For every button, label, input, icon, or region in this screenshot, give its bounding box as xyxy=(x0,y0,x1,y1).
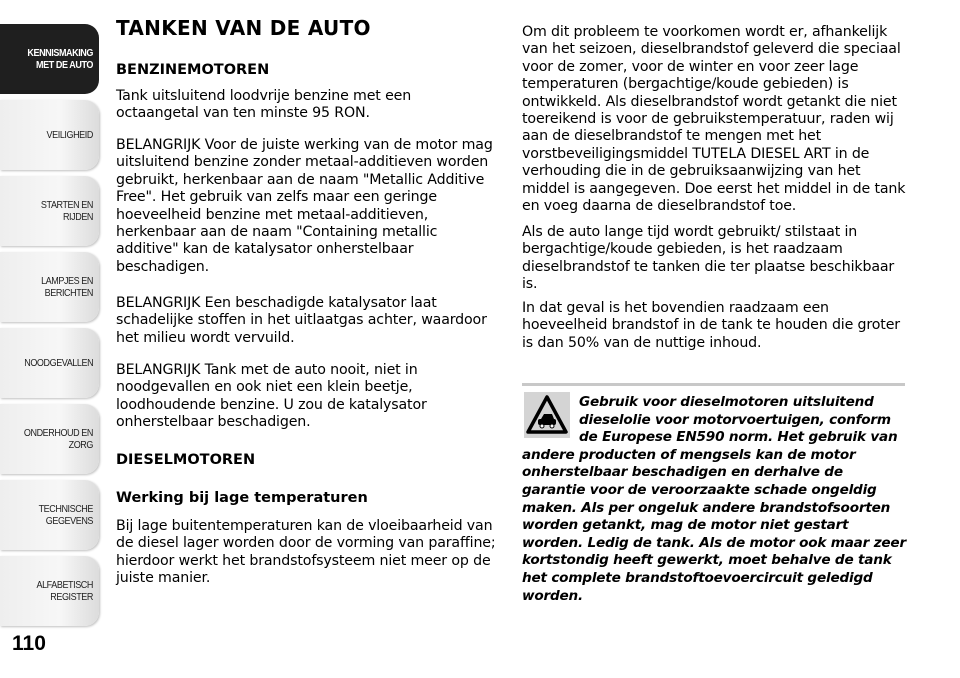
tab-label: VEILIGHEID xyxy=(46,129,93,141)
diesel-paragraph-1: Bij lage buitentemperaturen kan de vloeibaarheid van de diesel lager worden door de vorming van paraffine; hierdoor werkt het brandstofsysteem niet meer op de juiste manier. xyxy=(116,518,496,587)
tab-veiligheid[interactable] xyxy=(0,100,99,170)
petrol-paragraph-3: BELANGRIJK Een beschadigde katalysator laat schadelijke stoffen in het uitlaatgas achter, waardoor het milieu wordt vervuild. xyxy=(116,295,487,346)
page-number: 110 xyxy=(12,632,46,655)
tab-label: ALFABETISCH REGISTER xyxy=(36,579,93,603)
tab-alfabetisch-register[interactable] xyxy=(0,556,99,626)
warning-text xyxy=(522,394,908,605)
tab-lampjes-en-berichten[interactable] xyxy=(0,252,99,322)
tab-label: NOODGEVALLEN xyxy=(24,357,93,369)
right-paragraph-2: Als de auto lange tijd wordt gebruikt/ stilstaat in bergachtige/koude gebieden, is het raadzaam dieselbrandstof te tanken die ter plaatse beschikbaar is. xyxy=(522,224,895,293)
petrol-paragraph-2: BELANGRIJK Voor de juiste werking van de motor mag uitsluitend benzine zonder metaal-additieven worden gebruikt, herkenbaar aan de naam "Metallic Additive Free". Het gebruik van zelfs maar een geringe hoeveelheid benzine met metaal-additieven, herkenbaar aan de naam "Containing metallic additive" kan de katalysator onherstelbaar beschadigen. xyxy=(116,137,493,275)
right-paragraph-1: Om dit probleem te voorkomen wordt er, afhankelijk van het seizoen, dieselbrandstof geleverd die speciaal voor de zomer, voor de winter en voor zeer lage temperaturen (bergachtige/koude gebieden) is ontwikkeld. Als dieselbrandstof wordt getankt die niet toereikend is voor de gebruikstemperatuur, raden wij aan de dieselbrandstof te mengen met het vorstbeveiligingsmiddel TUTELA DIESEL ART in de verhouding die in de gebruiksaanwijzing van het middel is aangegeven. Doe eerst het middel in de tank en voeg daarna de dieselbrandstof toe. xyxy=(522,24,906,215)
tab-label: ONDERHOUD EN ZORG xyxy=(23,427,93,451)
tab-starten-en-rijden[interactable] xyxy=(0,176,99,246)
petrol-paragraph-4: BELANGRIJK Tank met de auto nooit, niet in noodgevallen en ook niet een klein beetje, loodhoudende benzine. U zou de katalysator onherstelbaar beschadigen. xyxy=(116,362,427,431)
tab-onderhoud-en-zorg[interactable] xyxy=(0,404,99,474)
tab-technische-gegevens[interactable] xyxy=(0,480,99,550)
tab-label: LAMPJES EN BERICHTEN xyxy=(41,275,93,299)
tab-label: TECHNISCHE GEGEVENS xyxy=(38,503,93,527)
tab-label: STARTEN EN RIJDEN xyxy=(40,199,93,223)
tab-noodgevallen[interactable] xyxy=(0,328,99,398)
warning-text-content: Gebruik voor dieselmotoren uitsluitend dieselolie voor motorvoertuigen, conform de Europese EN590 norm. Het gebruik van andere producten of mengsels kan de motor onherstelbaar beschadigen en derhalve de garantie voor de veroorzaakte schade ongeldig maken. Als per ongeluk andere brandstofsoorten worden getankt, mag de motor niet gestart worden. Ledig de tank. Als de motor ook maar zeer kortstondig heeft gewerkt, moet behalve de tank het complete brandstoftoevoercircuit geledigd worden. xyxy=(522,394,906,604)
petrol-heading: BENZINEMOTOREN xyxy=(116,62,270,78)
warning-divider xyxy=(522,383,905,386)
petrol-paragraph-1: Tank uitsluitend loodvrije benzine met een octaangetal van ten minste 95 RON. xyxy=(116,88,412,122)
page-title: TANKEN VAN DE AUTO xyxy=(116,16,371,40)
diesel-heading: DIESELMOTOREN xyxy=(116,452,256,468)
diesel-subheading: Werking bij lage temperaturen xyxy=(116,490,368,506)
tab-kennismaking[interactable] xyxy=(0,24,99,94)
tab-label: KENNISMAKING MET DE AUTO xyxy=(27,47,93,71)
right-paragraph-3: In dat geval is het bovendien raadzaam een hoeveelheid brandstof in de tank te houden die groter is dan 50% van de nuttige inhoud. xyxy=(522,300,900,351)
